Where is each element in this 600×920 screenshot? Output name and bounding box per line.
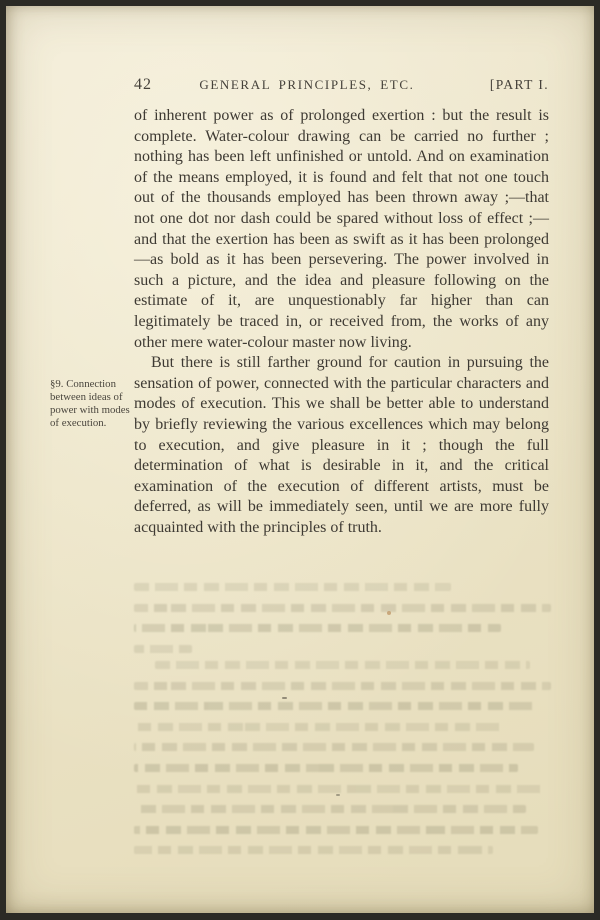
- page-number: 42: [134, 76, 152, 93]
- book-page: [6, 6, 594, 913]
- bleed-through-block-upper: [134, 583, 551, 665]
- bleed-through-line: [134, 764, 518, 772]
- bleed-through-block-lower: [134, 661, 551, 867]
- paper-speck: [387, 611, 391, 615]
- bleed-through-line: [134, 785, 543, 793]
- margin-section-note: §9. Connection between ideas of power with modes of execution.: [50, 378, 130, 429]
- bleed-through-line: [155, 661, 530, 669]
- bleed-through-line: [134, 604, 551, 612]
- paragraph-continuation: of inherent power as of prolonged exertion : but the result is complete. Water-colour drawing can be carried no further ; nothing has been left unfinished or untold. And on examination of the means employed, it is found and felt that not one touch out of the thousands employed has been thrown away ;—that not one dot nor dash could be spared without loss of effect ;—and that the exertion has been as swift as it has been prolonged—as bold as it has been persevering. The power involved in such a picture, and the idea and pleasure following on the estimate of it, are unquestionably far higher than can legitimately be traced in, or received from, the works of any other mere water-colour master now living.: [134, 107, 549, 351]
- bleed-through-line: [134, 723, 501, 731]
- bleed-through-line: [134, 826, 538, 834]
- running-head-part: [PART I.: [489, 77, 549, 92]
- paragraph-section-9: But there is still farther ground for caution in pursuing the sensation of power, connected with the particular characters and modes of execution. This we shall be better able to understand by briefly reviewing the various excellences which may belong to execution, and give pleasure in it ; though the full determination of what is desirable in it, and the critical examination of the execution of different artists, must be deferred, as will be immediately seen, until we are more fully acquainted with the principles of truth.: [134, 354, 549, 536]
- paper-speck: [282, 697, 287, 699]
- running-head: [134, 76, 549, 94]
- bleed-through-line: [134, 846, 493, 854]
- bleed-through-line: [134, 645, 192, 653]
- bleed-through-line: [134, 583, 451, 591]
- running-head-title: GENERAL PRINCIPLES, ETC.: [199, 77, 415, 92]
- paper-speck: [336, 794, 340, 796]
- bleed-through-line: [134, 682, 551, 690]
- bleed-through-line: [134, 702, 538, 710]
- bleed-through-line: [134, 624, 501, 632]
- bleed-through-line: [134, 805, 526, 813]
- body-text: [134, 106, 549, 538]
- bleed-through-line: [134, 743, 534, 751]
